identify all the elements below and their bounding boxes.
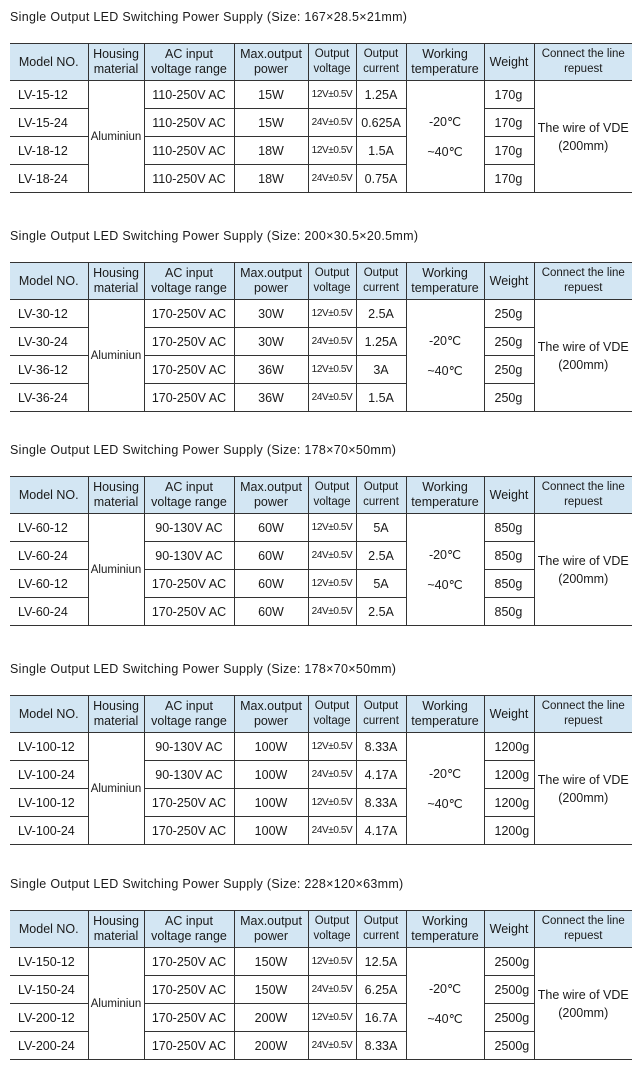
- header-output-voltage: Output voltage: [308, 696, 356, 733]
- power-cell: 60W: [234, 598, 308, 626]
- connect-cell: The wire of VDE (200mm): [534, 948, 632, 1060]
- header-output-current: Output current: [356, 696, 406, 733]
- header-model: Model NO.: [10, 911, 88, 948]
- header-weight: Weight: [484, 44, 534, 81]
- temp-low: -20℃: [428, 766, 462, 781]
- voltage-cell: 24V±0.5V: [308, 761, 356, 789]
- power-cell: 200W: [234, 1004, 308, 1032]
- temperature-cell: [406, 948, 484, 1060]
- connect-cell: The wire of VDE (200mm): [534, 514, 632, 626]
- power-cell: 100W: [234, 761, 308, 789]
- ac-input-cell: 170-250V AC: [144, 300, 234, 328]
- header-working-temp: Working temperature: [406, 477, 484, 514]
- temperature-cell: [406, 733, 484, 845]
- header-weight: Weight: [484, 477, 534, 514]
- weight-cell: 170g: [484, 109, 534, 137]
- ac-input-cell: 170-250V AC: [144, 1032, 234, 1060]
- header-ac-input: AC input voltage range: [144, 477, 234, 514]
- weight-cell: 850g: [484, 570, 534, 598]
- header-output-current: Output current: [356, 477, 406, 514]
- current-cell: 8.33A: [356, 733, 406, 761]
- current-cell: 4.17A: [356, 817, 406, 845]
- weight-cell: 170g: [484, 137, 534, 165]
- spec-section: [0, 662, 642, 862]
- model-cell: LV-200-24: [10, 1032, 88, 1060]
- weight-cell: 1200g: [484, 817, 534, 845]
- voltage-cell: 12V±0.5V: [308, 81, 356, 109]
- header-row: [10, 477, 632, 514]
- current-cell: 0.75A: [356, 165, 406, 193]
- power-cell: 100W: [234, 789, 308, 817]
- current-cell: 4.17A: [356, 761, 406, 789]
- model-cell: LV-60-24: [10, 598, 88, 626]
- ac-input-cell: 90-130V AC: [144, 542, 234, 570]
- temperature-cell: [406, 300, 484, 412]
- header-model: Model NO.: [10, 263, 88, 300]
- spec-section: [0, 229, 642, 429]
- header-max-output: Max.output power: [234, 263, 308, 300]
- power-cell: 15W: [234, 109, 308, 137]
- section-title: Single Output LED Switching Power Supply (Size: 178×70×50mm): [10, 662, 397, 676]
- connect-cell: The wire of VDE (200mm): [534, 733, 632, 845]
- table-row: [10, 300, 632, 328]
- housing-cell: Aluminiun: [88, 948, 144, 1060]
- spec-table: [10, 262, 632, 412]
- header-ac-input: AC input voltage range: [144, 44, 234, 81]
- voltage-cell: 24V±0.5V: [308, 976, 356, 1004]
- power-cell: 30W: [234, 300, 308, 328]
- weight-cell: 1200g: [484, 789, 534, 817]
- voltage-cell: 24V±0.5V: [308, 817, 356, 845]
- temp-high: ~40℃: [427, 577, 463, 592]
- voltage-cell: 12V±0.5V: [308, 1004, 356, 1032]
- weight-cell: 850g: [484, 598, 534, 626]
- header-output-voltage: Output voltage: [308, 44, 356, 81]
- ac-input-cell: 170-250V AC: [144, 598, 234, 626]
- header-output-current: Output current: [356, 44, 406, 81]
- header-row: [10, 696, 632, 733]
- spec-table: [10, 910, 632, 1060]
- header-connect: Connect the line repuest: [534, 44, 632, 81]
- voltage-cell: 24V±0.5V: [308, 384, 356, 412]
- header-row: [10, 911, 632, 948]
- current-cell: 1.5A: [356, 384, 406, 412]
- model-cell: LV-15-12: [10, 81, 88, 109]
- ac-input-cell: 170-250V AC: [144, 384, 234, 412]
- power-cell: 100W: [234, 733, 308, 761]
- voltage-cell: 24V±0.5V: [308, 1032, 356, 1060]
- model-cell: LV-100-12: [10, 789, 88, 817]
- power-cell: 150W: [234, 976, 308, 1004]
- ac-input-cell: 170-250V AC: [144, 356, 234, 384]
- temp-low: -20℃: [428, 981, 462, 996]
- current-cell: 3A: [356, 356, 406, 384]
- voltage-cell: 24V±0.5V: [308, 109, 356, 137]
- model-cell: LV-100-24: [10, 817, 88, 845]
- header-connect: Connect the line repuest: [534, 263, 632, 300]
- temp-low: -20℃: [428, 333, 462, 348]
- current-cell: 5A: [356, 570, 406, 598]
- current-cell: 2.5A: [356, 542, 406, 570]
- housing-cell: Aluminiun: [88, 733, 144, 845]
- voltage-cell: 12V±0.5V: [308, 137, 356, 165]
- voltage-cell: 24V±0.5V: [308, 542, 356, 570]
- current-cell: 5A: [356, 514, 406, 542]
- model-cell: LV-60-12: [10, 570, 88, 598]
- header-weight: Weight: [484, 911, 534, 948]
- spec-section: [0, 877, 642, 1077]
- ac-input-cell: 170-250V AC: [144, 328, 234, 356]
- section-title: Single Output LED Switching Power Supply (Size: 228×120×63mm): [10, 877, 404, 891]
- voltage-cell: 24V±0.5V: [308, 165, 356, 193]
- header-model: Model NO.: [10, 44, 88, 81]
- temp-high: ~40℃: [427, 363, 463, 378]
- spec-section: [0, 443, 642, 643]
- weight-cell: 2500g: [484, 976, 534, 1004]
- housing-cell: Aluminiun: [88, 514, 144, 626]
- temp-high: ~40℃: [427, 1011, 463, 1026]
- voltage-cell: 12V±0.5V: [308, 789, 356, 817]
- ac-input-cell: 170-250V AC: [144, 976, 234, 1004]
- temperature-cell: [406, 514, 484, 626]
- power-cell: 60W: [234, 570, 308, 598]
- model-cell: LV-100-24: [10, 761, 88, 789]
- connect-cell: The wire of VDE (200mm): [534, 81, 632, 193]
- temp-high: ~40℃: [427, 144, 463, 159]
- temp-low: -20℃: [428, 547, 462, 562]
- model-cell: LV-100-12: [10, 733, 88, 761]
- header-working-temp: Working temperature: [406, 696, 484, 733]
- header-connect: Connect the line repuest: [534, 477, 632, 514]
- ac-input-cell: 170-250V AC: [144, 1004, 234, 1032]
- header-max-output: Max.output power: [234, 44, 308, 81]
- header-output-voltage: Output voltage: [308, 911, 356, 948]
- header-weight: Weight: [484, 263, 534, 300]
- power-cell: 36W: [234, 356, 308, 384]
- header-working-temp: Working temperature: [406, 263, 484, 300]
- ac-input-cell: 110-250V AC: [144, 81, 234, 109]
- header-model: Model NO.: [10, 477, 88, 514]
- header-ac-input: AC input voltage range: [144, 911, 234, 948]
- ac-input-cell: 170-250V AC: [144, 817, 234, 845]
- spec-table: [10, 695, 632, 845]
- header-working-temp: Working temperature: [406, 911, 484, 948]
- current-cell: 1.25A: [356, 328, 406, 356]
- voltage-cell: 12V±0.5V: [308, 300, 356, 328]
- current-cell: 2.5A: [356, 598, 406, 626]
- connect-cell: The wire of VDE (200mm): [534, 300, 632, 412]
- voltage-cell: 12V±0.5V: [308, 570, 356, 598]
- model-cell: LV-15-24: [10, 109, 88, 137]
- table-row: [10, 948, 632, 976]
- header-max-output: Max.output power: [234, 477, 308, 514]
- ac-input-cell: 110-250V AC: [144, 109, 234, 137]
- current-cell: 0.625A: [356, 109, 406, 137]
- header-housing: Housing material: [88, 44, 144, 81]
- model-cell: LV-200-12: [10, 1004, 88, 1032]
- voltage-cell: 24V±0.5V: [308, 328, 356, 356]
- model-cell: LV-36-24: [10, 384, 88, 412]
- voltage-cell: 12V±0.5V: [308, 733, 356, 761]
- current-cell: 16.7A: [356, 1004, 406, 1032]
- header-housing: Housing material: [88, 911, 144, 948]
- model-cell: LV-150-12: [10, 948, 88, 976]
- weight-cell: 2500g: [484, 948, 534, 976]
- ac-input-cell: 90-130V AC: [144, 514, 234, 542]
- header-ac-input: AC input voltage range: [144, 696, 234, 733]
- header-row: [10, 44, 632, 81]
- ac-input-cell: 170-250V AC: [144, 570, 234, 598]
- voltage-cell: 12V±0.5V: [308, 356, 356, 384]
- model-cell: LV-18-12: [10, 137, 88, 165]
- voltage-cell: 12V±0.5V: [308, 948, 356, 976]
- model-cell: LV-30-12: [10, 300, 88, 328]
- header-housing: Housing material: [88, 696, 144, 733]
- current-cell: 12.5A: [356, 948, 406, 976]
- ac-input-cell: 90-130V AC: [144, 733, 234, 761]
- current-cell: 2.5A: [356, 300, 406, 328]
- header-housing: Housing material: [88, 477, 144, 514]
- temperature-cell: [406, 81, 484, 193]
- weight-cell: 250g: [484, 328, 534, 356]
- current-cell: 6.25A: [356, 976, 406, 1004]
- header-connect: Connect the line repuest: [534, 696, 632, 733]
- housing-cell: Aluminiun: [88, 81, 144, 193]
- power-cell: 15W: [234, 81, 308, 109]
- power-cell: 60W: [234, 542, 308, 570]
- power-cell: 18W: [234, 137, 308, 165]
- power-cell: 18W: [234, 165, 308, 193]
- spec-section: [0, 10, 642, 210]
- table-row: [10, 81, 632, 109]
- header-output-voltage: Output voltage: [308, 263, 356, 300]
- model-cell: LV-150-24: [10, 976, 88, 1004]
- weight-cell: 1200g: [484, 761, 534, 789]
- power-cell: 30W: [234, 328, 308, 356]
- ac-input-cell: 110-250V AC: [144, 165, 234, 193]
- header-ac-input: AC input voltage range: [144, 263, 234, 300]
- voltage-cell: 24V±0.5V: [308, 598, 356, 626]
- weight-cell: 2500g: [484, 1032, 534, 1060]
- header-output-current: Output current: [356, 911, 406, 948]
- model-cell: LV-36-12: [10, 356, 88, 384]
- header-output-voltage: Output voltage: [308, 477, 356, 514]
- header-weight: Weight: [484, 696, 534, 733]
- header-row: [10, 263, 632, 300]
- power-cell: 100W: [234, 817, 308, 845]
- ac-input-cell: 90-130V AC: [144, 761, 234, 789]
- header-output-current: Output current: [356, 263, 406, 300]
- power-cell: 36W: [234, 384, 308, 412]
- housing-cell: Aluminiun: [88, 300, 144, 412]
- weight-cell: 1200g: [484, 733, 534, 761]
- current-cell: 8.33A: [356, 789, 406, 817]
- weight-cell: 250g: [484, 356, 534, 384]
- model-cell: LV-60-12: [10, 514, 88, 542]
- header-working-temp: Working temperature: [406, 44, 484, 81]
- spec-table: [10, 476, 632, 626]
- section-title: Single Output LED Switching Power Supply (Size: 178×70×50mm): [10, 443, 397, 457]
- temp-high: ~40℃: [427, 796, 463, 811]
- current-cell: 1.5A: [356, 137, 406, 165]
- power-cell: 200W: [234, 1032, 308, 1060]
- weight-cell: 850g: [484, 514, 534, 542]
- weight-cell: 170g: [484, 81, 534, 109]
- table-row: [10, 733, 632, 761]
- ac-input-cell: 170-250V AC: [144, 948, 234, 976]
- ac-input-cell: 170-250V AC: [144, 789, 234, 817]
- model-cell: LV-30-24: [10, 328, 88, 356]
- section-title: Single Output LED Switching Power Supply (Size: 200×30.5×20.5mm): [10, 229, 419, 243]
- header-max-output: Max.output power: [234, 911, 308, 948]
- weight-cell: 170g: [484, 165, 534, 193]
- section-title: Single Output LED Switching Power Supply (Size: 167×28.5×21mm): [10, 10, 408, 24]
- model-cell: LV-60-24: [10, 542, 88, 570]
- model-cell: LV-18-24: [10, 165, 88, 193]
- weight-cell: 250g: [484, 384, 534, 412]
- weight-cell: 850g: [484, 542, 534, 570]
- weight-cell: 250g: [484, 300, 534, 328]
- ac-input-cell: 110-250V AC: [144, 137, 234, 165]
- current-cell: 8.33A: [356, 1032, 406, 1060]
- header-model: Model NO.: [10, 696, 88, 733]
- power-cell: 150W: [234, 948, 308, 976]
- header-connect: Connect the line repuest: [534, 911, 632, 948]
- current-cell: 1.25A: [356, 81, 406, 109]
- temp-low: -20℃: [428, 114, 462, 129]
- header-housing: Housing material: [88, 263, 144, 300]
- spec-table: [10, 43, 632, 193]
- voltage-cell: 12V±0.5V: [308, 514, 356, 542]
- weight-cell: 2500g: [484, 1004, 534, 1032]
- header-max-output: Max.output power: [234, 696, 308, 733]
- power-cell: 60W: [234, 514, 308, 542]
- table-row: [10, 514, 632, 542]
